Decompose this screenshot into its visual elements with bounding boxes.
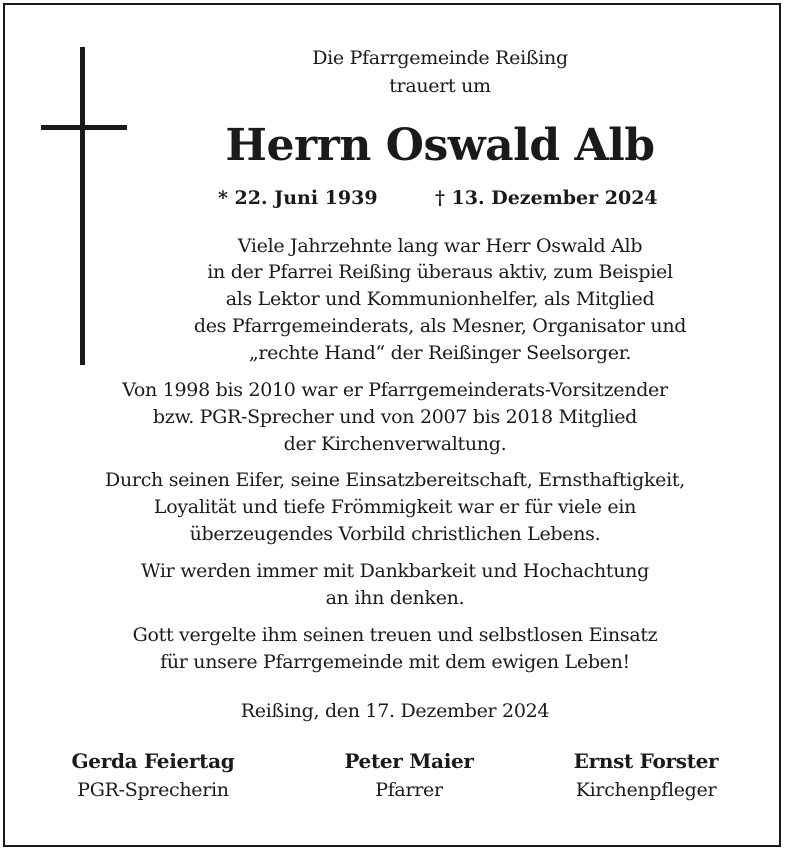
signer-role: PGR-Sprecherin (77, 779, 229, 801)
paragraph1-line: des Pfarrgemeinderats, als Mesner, Organisator und (193, 315, 687, 337)
signer-name: Ernst Forster (573, 749, 719, 773)
header-line-2: trauert um (389, 75, 491, 97)
signature-block (289, 748, 529, 803)
paragraph1-line: Viele Jahrzehnte lang war Herr Oswald Alb (237, 235, 643, 257)
signer-name: Gerda Feiertag (71, 749, 235, 773)
paragraph2-line: bzw. PGR-Sprecher und von 2007 bis 2018 Mitglied (152, 406, 638, 428)
paragraph1-line: „rechte Hand“ der Reißinger Seelsorger. (248, 342, 632, 364)
paragraph4-line: an ihn denken. (325, 587, 465, 609)
paragraph5-line: Gott vergelte ihm seinen treuen und selbstlosen Einsatz (132, 624, 658, 646)
deceased-name: Herrn Oswald Alb (225, 120, 655, 171)
cross-icon (80, 47, 85, 365)
place-date: Reißing, den 17. Dezember 2024 (240, 700, 550, 722)
paragraph3-line: überzeugendes Vorbild christlichen Lebens. (189, 523, 601, 545)
paragraph3-line: Durch seinen Eifer, seine Einsatzbereitschaft, Ernsthaftigkeit, (105, 469, 685, 491)
birth-date: * 22. Juni 1939 (218, 187, 378, 209)
signature-block (33, 748, 273, 803)
signer-role: Kirchenpfleger (575, 779, 717, 801)
paragraph3-line: Loyalität und tiefe Frömmigkeit war er für viele ein (153, 496, 637, 518)
paragraph4-line: Wir werden immer mit Dankbarkeit und Hochachtung (141, 560, 649, 582)
signer-role: Pfarrer (375, 779, 443, 801)
paragraph1-line: als Lektor und Kommunionhelfer, als Mitglied (225, 288, 655, 310)
signer-name: Peter Maier (344, 749, 474, 773)
signature-block (526, 748, 766, 803)
header-line-1: Die Pfarrgemeinde Reißing (312, 47, 568, 69)
paragraph1-line: in der Pfarrei Reißing überaus aktiv, zum Beispiel (207, 261, 673, 283)
death-date: † 13. Dezember 2024 (435, 187, 658, 209)
cross-icon-bar (41, 125, 127, 130)
paragraph2-line: der Kirchenverwaltung. (283, 433, 507, 455)
paragraph5-line: für unsere Pfarrgemeinde mit dem ewigen Leben! (160, 651, 630, 673)
paragraph2-line: Von 1998 bis 2010 war er Pfarrgemeinderats-Vorsitzender (122, 379, 668, 401)
life-dates (150, 185, 730, 211)
